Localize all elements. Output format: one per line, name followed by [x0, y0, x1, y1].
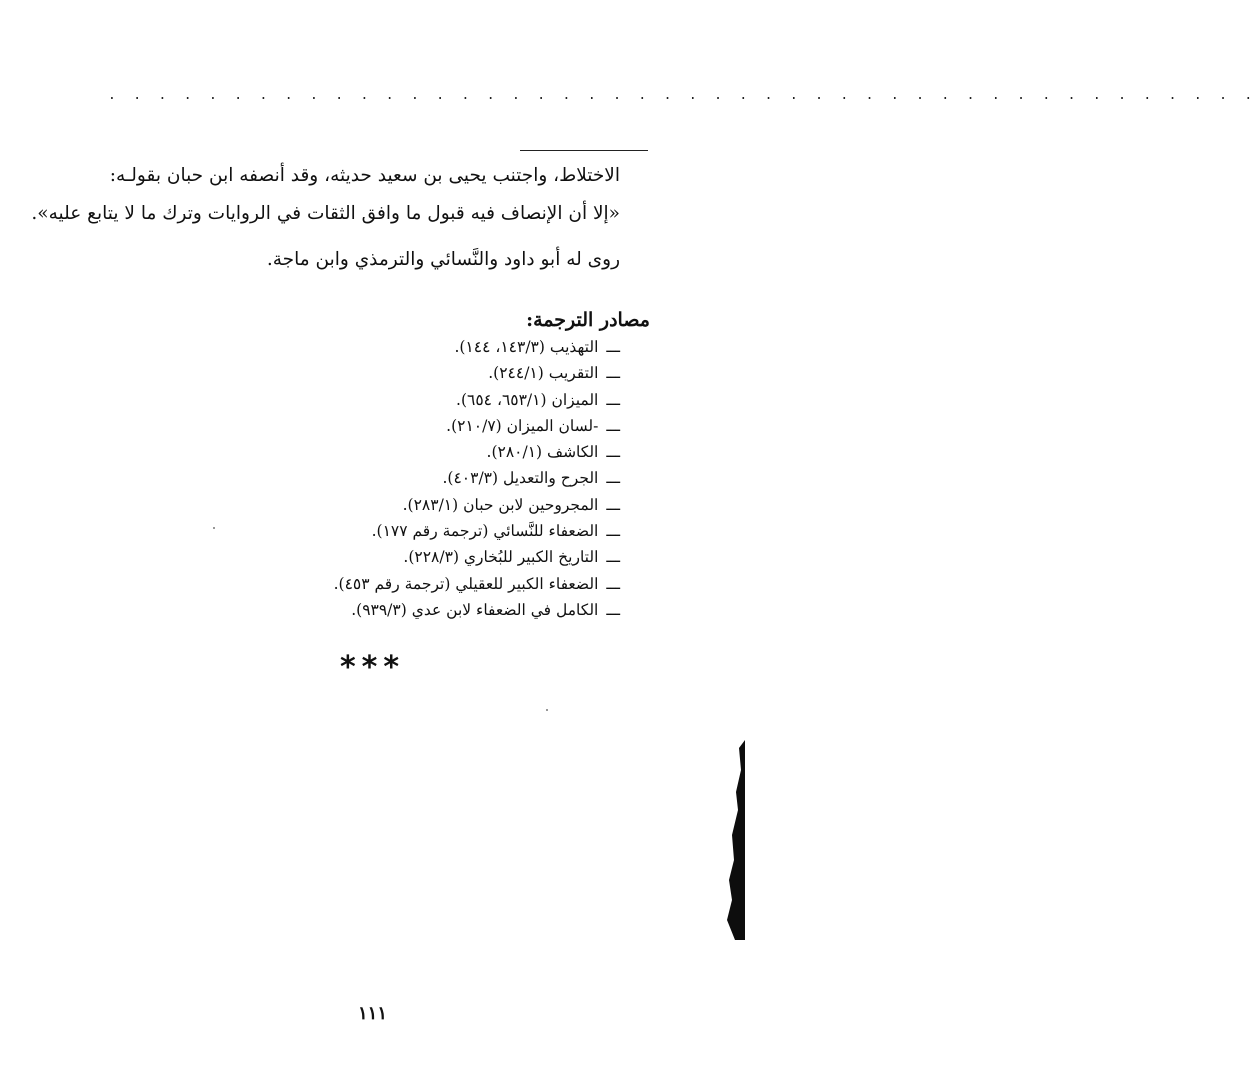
- source-item: [334, 413, 620, 439]
- dash-bullet: ـــ: [606, 364, 620, 383]
- source-item: [334, 360, 620, 386]
- dash-bullet: ـــ: [606, 469, 620, 488]
- dash-bullet: ـــ: [606, 522, 620, 541]
- dash-bullet: ـــ: [606, 443, 620, 462]
- page-number: ١١١: [357, 1003, 387, 1024]
- source-item: [334, 571, 620, 597]
- sources-heading: مصادر الترجمة:: [526, 309, 650, 331]
- scan-speck: [546, 709, 548, 711]
- dash-bullet: ـــ: [606, 495, 620, 514]
- scan-edge-shadow: [705, 740, 745, 940]
- section-end-asterisks: ***: [339, 650, 406, 685]
- source-item: [334, 492, 620, 518]
- source-item: [334, 597, 620, 623]
- dash-bullet: ـــ: [606, 390, 620, 409]
- dash-bullet: ـــ: [606, 416, 620, 435]
- source-item-text: الكامل في الضعفاء لابن عدي (٩٣٩/٣).: [351, 600, 599, 619]
- dash-bullet: ـــ: [606, 338, 620, 356]
- source-item-text: التهذيب (١٤٣/٣، ١٤٤).: [454, 338, 599, 356]
- source-item-text: الكاشف (٢٨٠/١).: [486, 443, 599, 462]
- source-item: [334, 465, 620, 491]
- paragraph-line-1: الاختلاط، واجتنب يحيى بن سعيد حديثه، وقد أنصفه ابن حبان بقولـه:: [109, 165, 620, 186]
- footnote-rule: [520, 150, 648, 151]
- paragraph-narrators: روى له أبو داود والنَّسائي والترمذي وابن ماجة.: [266, 249, 620, 270]
- source-item-text: التاريخ الكبير للبُخاري (٢٢٨/٣).: [403, 548, 599, 567]
- source-item: [334, 518, 620, 544]
- source-item-text: الميزان (٦٥٣/١، ٦٥٤).: [456, 390, 599, 409]
- scan-speck: [213, 527, 215, 529]
- source-item: [334, 439, 620, 465]
- source-item: [334, 387, 620, 413]
- sources-list: [334, 334, 620, 623]
- source-item-text: التقريب (٢٤٤/١).: [488, 364, 599, 383]
- dash-bullet: ـــ: [606, 574, 620, 593]
- source-item: [334, 334, 620, 360]
- dash-bullet: ـــ: [606, 548, 620, 567]
- dotted-separator: . . . . . . . . . . . . . . . . . . . . . . . . . . . . . . . . . . . . . . . . . . . . . .: [108, 88, 1257, 103]
- source-item-text: الجرح والتعديل (٤٠٣/٣).: [442, 469, 599, 488]
- source-item-text: المجروحين لابن حبان (٢٨٣/١).: [402, 495, 599, 514]
- source-item-text: -لسان الميزان (٢١٠/٧).: [446, 416, 599, 435]
- paragraph-line-2: «إلا أن الإنصاف فيه قبول ما وافق الثقات في الروايات وترك ما لا يتابع عليه».: [31, 203, 620, 224]
- source-item-text: الضعفاء للنَّسائي (ترجمة رقم ١٧٧).: [371, 522, 599, 541]
- source-item: [334, 544, 620, 570]
- dash-bullet: ـــ: [606, 600, 620, 619]
- source-item-text: الضعفاء الكبير للعقيلي (ترجمة رقم ٤٥٣).: [333, 574, 599, 593]
